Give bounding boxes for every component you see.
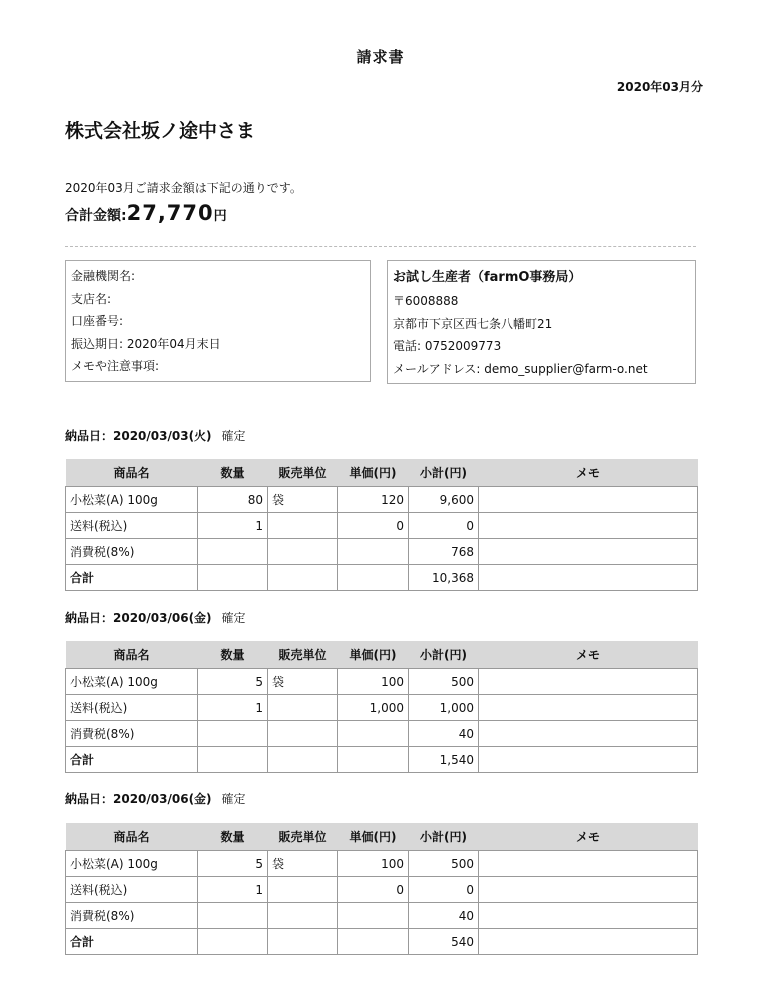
column-header: 小計(円) (409, 641, 479, 669)
cell-memo (479, 695, 698, 721)
column-header: 数量 (198, 459, 268, 487)
invoice-title: 請求書 (356, 48, 405, 66)
cell-price (338, 565, 409, 591)
cell-memo (479, 539, 698, 565)
cell-unit (268, 877, 338, 903)
total-amount-value: 27,770 (126, 201, 214, 225)
delivery-status: 確定 (221, 792, 246, 806)
cell-memo (479, 851, 698, 877)
bank-branch: 支店名: (71, 291, 112, 306)
cell-unit (268, 539, 338, 565)
cell-qty: 1 (198, 877, 268, 903)
cell-qty: 1 (198, 513, 268, 539)
cell-price: 120 (338, 487, 409, 513)
cell-name: 合計 (66, 565, 198, 591)
cell-unit (268, 721, 338, 747)
column-header: 単価(円) (338, 641, 409, 669)
cell-qty (198, 565, 268, 591)
cell-memo (479, 877, 698, 903)
payment-due-date: 振込期日: 2020年04月末日 (71, 336, 221, 351)
cell-price: 100 (338, 669, 409, 695)
cell-qty (198, 721, 268, 747)
supplier-name: お試し生産者（farmO事務局） (393, 270, 582, 285)
column-header: 販売単位 (268, 641, 338, 669)
delivery-heading (65, 427, 246, 444)
cell-memo (479, 747, 698, 773)
bank-memo: メモや注意事項: (71, 359, 160, 373)
dashed-divider (65, 246, 696, 247)
cell-memo (479, 513, 698, 539)
column-header: メモ (479, 459, 698, 487)
table-row (66, 513, 698, 539)
cell-name: 合計 (66, 747, 198, 773)
cell-memo (479, 487, 698, 513)
column-header: 単価(円) (338, 459, 409, 487)
delivery-status: 確定 (221, 429, 246, 443)
cell-name: 合計 (66, 929, 198, 955)
cell-qty: 5 (198, 669, 268, 695)
table-row (66, 747, 698, 773)
cell-subtotal: 500 (409, 851, 479, 877)
cell-price (338, 721, 409, 747)
cell-subtotal: 40 (409, 903, 479, 929)
cell-qty (198, 747, 268, 773)
column-header: 商品名 (66, 459, 198, 487)
cell-memo (479, 903, 698, 929)
bank-account: 口座番号: (71, 314, 124, 328)
table-row (66, 851, 698, 877)
supplier-postal-code: 〒6008888 (393, 294, 459, 308)
cell-qty (198, 929, 268, 955)
cell-memo (479, 929, 698, 955)
supplier-email: メールアドレス: demo_supplier@farm-o.net (393, 361, 648, 376)
cell-price: 1,000 (338, 695, 409, 721)
delivery-date: 納品日：2020/03/03(火) (65, 429, 212, 443)
bank-institution: 金融機関名: (71, 269, 136, 283)
cell-price (338, 929, 409, 955)
cell-unit (268, 903, 338, 929)
cell-qty: 80 (198, 487, 268, 513)
cell-name: 小松菜(A) 100g (66, 487, 198, 513)
supplier-phone: 電話: 0752009773 (393, 339, 502, 353)
cell-price (338, 747, 409, 773)
cell-subtotal: 768 (409, 539, 479, 565)
column-header: 販売単位 (268, 823, 338, 851)
cell-memo (479, 669, 698, 695)
billing-period: 2020年03月分 (616, 80, 703, 94)
total-amount-line (65, 201, 227, 225)
column-header: 小計(円) (409, 823, 479, 851)
column-header: 単価(円) (338, 823, 409, 851)
cell-qty (198, 903, 268, 929)
delivery-items-table (65, 641, 698, 773)
cell-price: 100 (338, 851, 409, 877)
cell-subtotal: 10,368 (409, 565, 479, 591)
total-amount-unit: 円 (213, 209, 227, 224)
cell-subtotal: 540 (409, 929, 479, 955)
cell-subtotal: 1,540 (409, 747, 479, 773)
cell-name: 小松菜(A) 100g (66, 669, 198, 695)
cell-subtotal: 9,600 (409, 487, 479, 513)
cell-subtotal: 1,000 (409, 695, 479, 721)
cell-unit (268, 747, 338, 773)
column-header: メモ (479, 641, 698, 669)
cell-price: 0 (338, 513, 409, 539)
bank-info-box (65, 260, 371, 382)
cell-name: 消費税(8%) (66, 539, 198, 565)
column-header: 数量 (198, 641, 268, 669)
delivery-items-table (65, 459, 698, 591)
column-header: 小計(円) (409, 459, 479, 487)
cell-memo (479, 565, 698, 591)
cell-name: 送料(税込) (66, 513, 198, 539)
cell-name: 小松菜(A) 100g (66, 851, 198, 877)
cell-unit (268, 513, 338, 539)
table-row (66, 539, 698, 565)
column-header: 商品名 (66, 823, 198, 851)
cell-name: 送料(税込) (66, 877, 198, 903)
delivery-date: 納品日：2020/03/06(金) (65, 792, 212, 806)
cell-qty: 1 (198, 695, 268, 721)
table-row (66, 487, 698, 513)
cell-qty: 5 (198, 851, 268, 877)
total-amount-label: 合計金額: (65, 208, 127, 224)
cell-name: 消費税(8%) (66, 721, 198, 747)
customer-name: 株式会社坂ノ途中さま (65, 120, 256, 142)
table-row (66, 669, 698, 695)
column-header: 販売単位 (268, 459, 338, 487)
table-row (66, 565, 698, 591)
table-header-row (66, 641, 698, 669)
cell-price: 0 (338, 877, 409, 903)
cell-qty (198, 539, 268, 565)
table-row (66, 929, 698, 955)
delivery-date: 納品日：2020/03/06(金) (65, 611, 212, 625)
table-header-row (66, 823, 698, 851)
cell-price (338, 539, 409, 565)
cell-unit: 袋 (268, 669, 338, 695)
supplier-info-box (387, 260, 696, 384)
delivery-heading (65, 790, 246, 807)
table-row (66, 877, 698, 903)
cell-unit: 袋 (268, 487, 338, 513)
cell-price (338, 903, 409, 929)
cell-subtotal: 0 (409, 513, 479, 539)
table-row (66, 721, 698, 747)
table-row (66, 695, 698, 721)
delivery-status: 確定 (221, 611, 246, 625)
delivery-items-table (65, 823, 698, 955)
supplier-address: 京都市下京区西七条八幡町21 (393, 316, 553, 331)
column-header: 数量 (198, 823, 268, 851)
cell-name: 送料(税込) (66, 695, 198, 721)
billing-notice: 2020年03月ご請求金額は下記の通りです。 (65, 181, 302, 195)
cell-name: 消費税(8%) (66, 903, 198, 929)
cell-unit: 袋 (268, 851, 338, 877)
delivery-heading (65, 609, 246, 626)
column-header: 商品名 (66, 641, 198, 669)
cell-unit (268, 695, 338, 721)
column-header: メモ (479, 823, 698, 851)
table-header-row (66, 459, 698, 487)
table-row (66, 903, 698, 929)
cell-memo (479, 721, 698, 747)
cell-subtotal: 500 (409, 669, 479, 695)
cell-unit (268, 929, 338, 955)
cell-subtotal: 40 (409, 721, 479, 747)
cell-subtotal: 0 (409, 877, 479, 903)
cell-unit (268, 565, 338, 591)
